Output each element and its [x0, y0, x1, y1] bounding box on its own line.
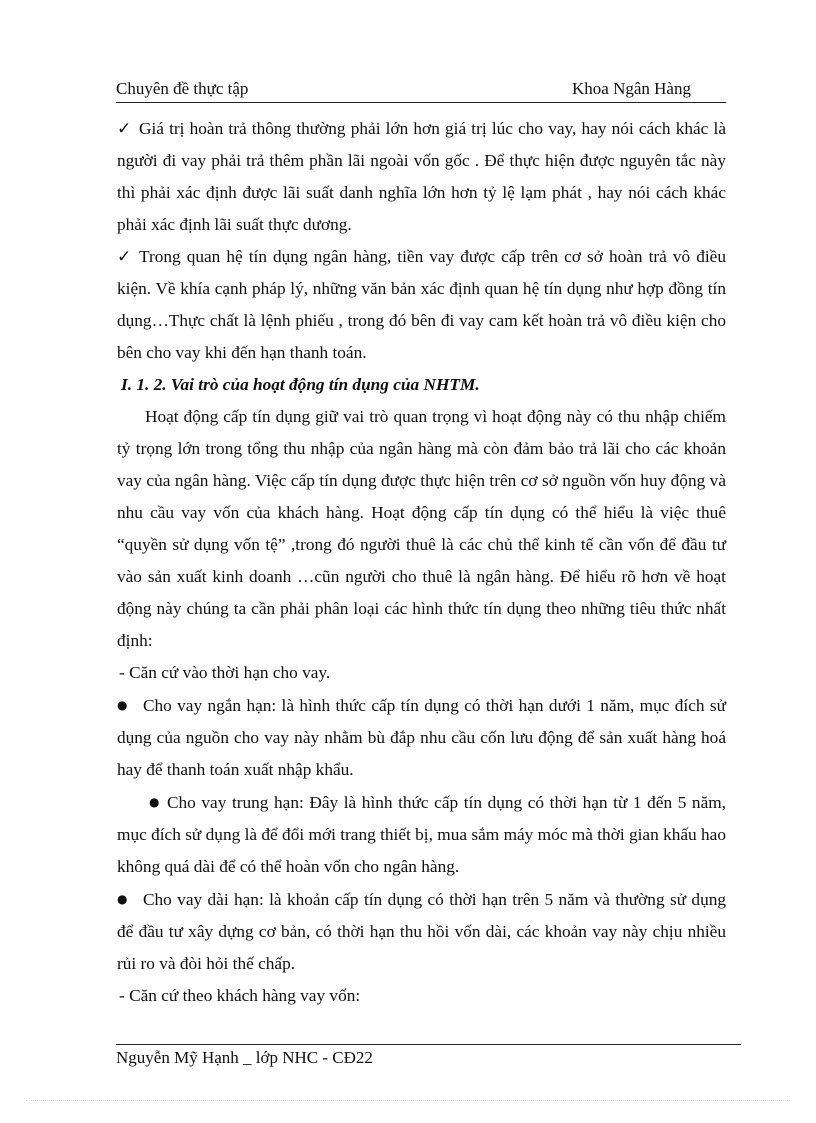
page-footer: Nguyễn Mỹ Hạnh _ lớp NHC - CĐ22	[116, 1048, 373, 1067]
header-title: Chuyên đề thực tập	[116, 79, 249, 98]
classification-criterion-1: - Căn cứ vào thời hạn cho vay.	[119, 663, 331, 682]
bullet-icon: ●	[117, 698, 128, 712]
bullet-item-short-term-text: Cho vay ngắn hạn: là hình thức cấp tín dụng có thời hạn dưới 1 năm, mục đích sử dụng của nguồn cho vay này nhằm bù đắp nhu cầu cốn lưu động để sản xuất hàng hoá hay để thanh toán xuất nhập khẩu.	[117, 696, 726, 779]
checkmark-icon: ✓	[117, 247, 132, 267]
bullet-icon: ●	[117, 892, 128, 906]
checklist-item-1	[117, 113, 726, 241]
bullet-item-medium-term	[117, 786, 726, 883]
classification-criterion-2: - Căn cứ theo khách hàng vay vốn:	[119, 986, 361, 1005]
body-paragraph: Hoạt động cấp tín dụng giữ vai trò quan trọng vì hoạt động này có thu nhập chiếm tỷ trọng lớn trong tổng thu nhập của ngân hàng mà còn đảm bảo trả lãi cho các khoản vay của ngân hàng. Việc cấp tín dụng được thực hiện trên cơ sở nguồn vốn huy động và nhu cầu vay vốn của khách hàng. Hoạt động cấp tín dụng có thể hiểu là việc thuê “quyền sử dụng vốn tệ” ,trong đó người thuê là các chủ thể kinh tế cần vốn để đầu tư vào sản xuất kinh doanh …cũn người cho thuê là ngân hàng. Để hiểu rõ hơn về hoạt động này chúng ta cần phải phân loại các hình thức tín dụng theo những tiêu thức nhất định:	[117, 407, 726, 650]
footer-divider	[116, 1044, 741, 1045]
page-bottom-edge	[26, 1100, 790, 1101]
bullet-item-long-term-text: Cho vay dài hạn: là khoản cấp tín dụng có thời hạn trên 5 năm và thường sử dụng để đầu tư xây dựng cơ bản, có thời hạn thu hồi vốn dài, các khoản vay này chịu nhiều rủi ro và đòi hỏi thế chấp.	[117, 890, 726, 973]
bullet-icon: ●	[149, 795, 160, 809]
section-heading: I. 1. 2. Vai trò của hoạt động tín dụng của NHTM.	[121, 375, 480, 394]
checklist-item-2-text: Trong quan hệ tín dụng ngân hàng, tiền vay được cấp trên cơ sở hoàn trả vô điều kiện. Về khía cạnh pháp lý, những văn bản xác định quan hệ tín dụng như hợp đồng tín dụng…Thực chất là lệnh phiếu , trong đó bên đi vay cam kết hoàn trả vô điều kiện cho bên cho vay khi đến hạn thanh toán.	[117, 247, 726, 362]
bullet-item-long-term	[117, 883, 726, 980]
checklist-item-2	[117, 241, 726, 369]
bullet-item-medium-term-text: Cho vay trung hạn: Đây là hình thức cấp tín dụng có thời hạn từ 1 đến 5 năm, mục đích sử dụng là để đổi mới trang thiết bị, mua sắm máy móc mà thời gian khấu hao không quá dài để có thể hoàn vốn cho ngân hàng.	[117, 793, 726, 876]
header-department: Khoa Ngân Hàng	[572, 79, 691, 98]
checklist-item-1-text: Giá trị hoàn trả thông thường phải lớn hơn giá trị lúc cho vay, hay nói cách khác là người đi vay phải trả thêm phần lãi ngoài vốn gốc . Để thực hiện được nguyên tắc này thì phải xác định được lãi suất danh nghĩa lớn hơn tỷ lệ lạm phát , hay nói cách khác phải xác định lãi suất thực dương.	[117, 119, 726, 234]
page-header	[116, 78, 726, 103]
checkmark-icon: ✓	[117, 119, 132, 139]
bullet-item-short-term	[117, 689, 726, 786]
document-body	[117, 113, 726, 1012]
